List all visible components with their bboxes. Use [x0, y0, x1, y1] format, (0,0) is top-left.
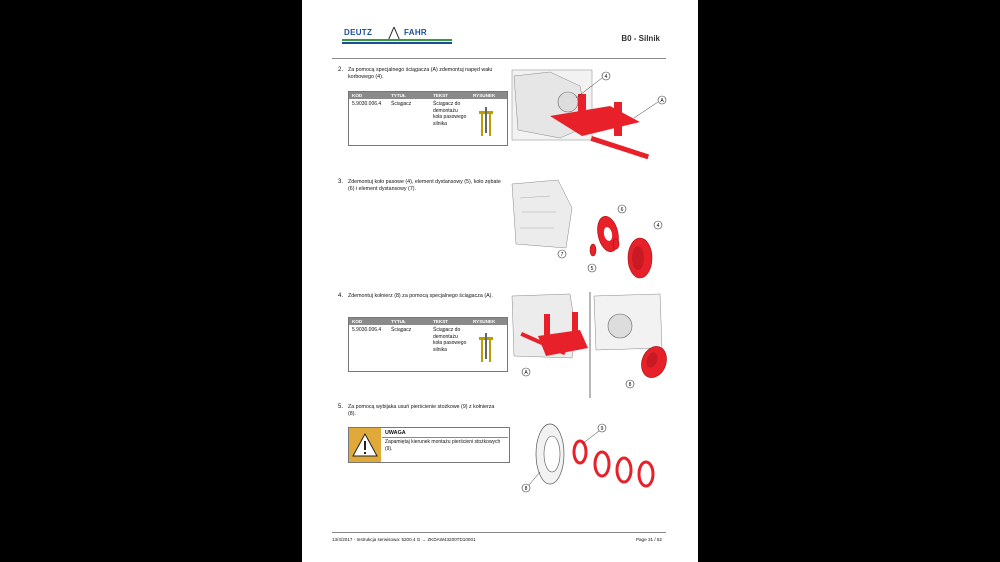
fig4-label-9: 9 — [600, 426, 604, 432]
tool-text: Ściągacz do demontażu koła pasowego silnika — [433, 327, 467, 353]
col-figure: RYSUNEK — [473, 319, 496, 324]
figure-step-3 — [510, 178, 670, 280]
section-title: B0 - Silnik — [621, 34, 660, 43]
col-title: TYTUŁ — [391, 93, 406, 98]
step-number: 5. — [338, 404, 344, 410]
tool-table-header — [349, 318, 507, 325]
fig3-label-8: 8 — [628, 382, 632, 388]
col-code: KOD — [352, 319, 363, 324]
manual-page — [302, 0, 698, 562]
fig2-label-4: 4 — [656, 223, 660, 229]
page-footer — [332, 532, 666, 542]
step-number: 3. — [338, 179, 344, 185]
logo-right-text: FAHR — [404, 28, 427, 37]
figure-step-5 — [510, 412, 670, 502]
step-text: Za pomocą specjalnego ściągacza (A) zdemontuj napęd wału korbowego (4). — [348, 67, 493, 80]
tool-table-row — [349, 99, 507, 145]
warning-text: Zapamiętaj kierunek montażu pierścieni stożkowych (9). — [385, 439, 501, 452]
tool-text: Ściągacz do demontażu koła pasowego silnika — [433, 101, 467, 127]
col-text: TEKST — [433, 93, 449, 98]
warning-icon-bg — [349, 428, 381, 462]
tool-table-header — [349, 92, 507, 99]
step-number: 2. — [338, 67, 344, 73]
brand-logo — [342, 26, 452, 50]
tool-table — [348, 91, 508, 146]
tool-code: 5.9030.006.4 — [352, 327, 382, 333]
tool-code: 5.9030.006.4 — [352, 101, 382, 107]
fig1-label-4: 4 — [604, 74, 608, 80]
col-text: TEKST — [433, 319, 449, 324]
warning-divider — [382, 437, 508, 438]
fig2-label-6: 6 — [620, 207, 624, 213]
fig1-label-a: A — [660, 98, 664, 104]
col-figure: RYSUNEK — [473, 93, 496, 98]
puller-tool-icon — [477, 107, 495, 139]
fig3-label-a: A — [524, 370, 528, 376]
step-text: Zdemontuj koło pasowe (4), element dystansowy (5), koło zębate (6) i element dystansowy (7). — [348, 179, 501, 192]
warning-box — [348, 427, 510, 463]
col-code: KOD — [352, 93, 363, 98]
step-number: 4. — [338, 293, 344, 299]
fig2-label-5: 5 — [590, 266, 594, 272]
footer-page-number: Page 31 / 52 — [635, 537, 662, 542]
puller-tool-icon — [477, 333, 495, 365]
warning-icon — [349, 428, 381, 462]
step-text: Za pomocą wybijaka usuń pierścienie stożkowe (9) z kołnierza (8). — [348, 404, 495, 417]
warning-title: UWAGA — [385, 430, 406, 436]
tool-table-row — [349, 325, 507, 371]
step-text: Zdemontuj kołnierz (8) za pomocą specjalnego ściągacza (A). — [348, 293, 493, 299]
fig4-label-8: 8 — [524, 486, 528, 492]
logo-left-text: DEUTZ — [344, 28, 373, 37]
tool-table — [348, 317, 508, 372]
col-title: TYTUŁ — [391, 319, 406, 324]
fig2-label-7: 7 — [560, 252, 564, 258]
figure-step-2 — [510, 66, 670, 166]
logo-stripe-green — [342, 39, 452, 41]
tool-title: Ściągacz — [391, 101, 412, 107]
page-header — [332, 20, 666, 59]
footer-doc-info: 13/4/2017 - Instrukcja serwisowa: 5200.4 G → ZKDAW43200TD10001 — [332, 537, 476, 542]
tool-title: Ściągacz — [391, 327, 412, 333]
figure-step-4 — [510, 292, 670, 402]
logo-stripe-blue — [342, 42, 452, 44]
